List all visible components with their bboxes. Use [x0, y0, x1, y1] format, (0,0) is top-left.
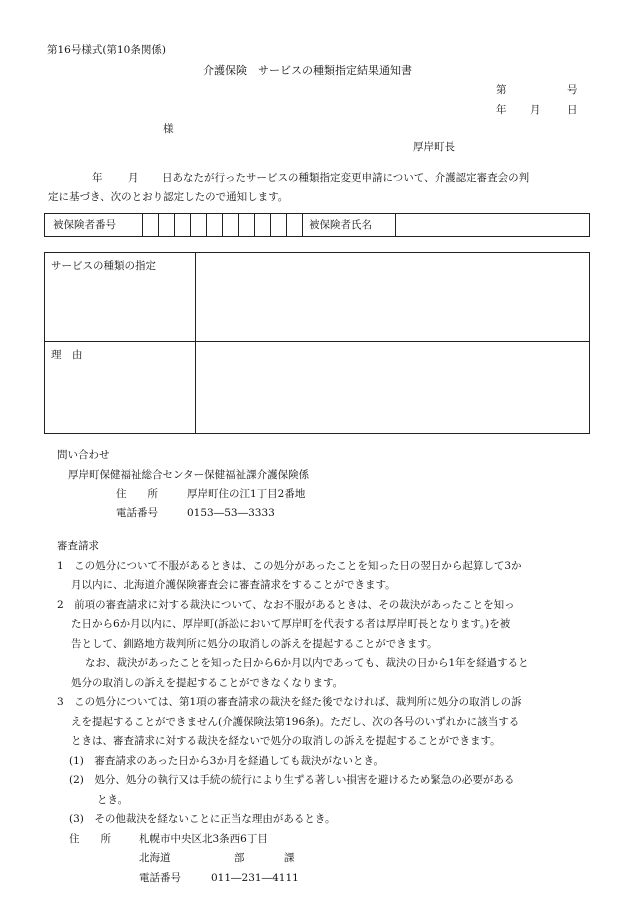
appeal-line: (1) 審査請求のあった日から3か月を経過しても裁決がないとき。 — [69, 755, 385, 767]
appeal-address: 札幌市中央区北3条西6丁目 — [139, 833, 268, 845]
number-label: 第 — [496, 84, 507, 96]
intro-line1: 日あなたが行ったサービスの種類指定変更申請について、介護認定審査会の判 — [162, 172, 530, 184]
insured-number-digit-cell — [191, 214, 207, 237]
service-type-label: サービスの種類の指定 — [45, 253, 196, 342]
insured-number-digit-cell — [143, 214, 159, 237]
inquiry-office: 厚岸町保健福祉総合センター保健福祉課介護保険係 — [68, 469, 310, 481]
reason-cell — [196, 342, 590, 434]
appeal-dept-bu: 部 — [234, 852, 245, 864]
intro-month: 月 — [128, 172, 139, 184]
appeal-line: 2 前項の審査請求に対する裁決について、なお不服があるときは、その裁決があったことを知っ — [57, 599, 515, 611]
insured-number-digit-cell — [271, 214, 287, 237]
page-title: 介護保険 サービスの種類指定結果通知書 — [203, 64, 412, 77]
intro-line2: 定に基づき、次のとおり認定したので通知します。 — [48, 191, 289, 203]
insured-number-digit-cell — [175, 214, 191, 237]
appeal-phone: 011―231―4111 — [211, 872, 299, 884]
intro-year: 年 — [92, 172, 103, 184]
service-type-cell — [196, 253, 590, 342]
appeal-line: とき。 — [97, 794, 129, 806]
appeal-dept-ka: 課 — [284, 852, 295, 864]
appeal-line: (3) その他裁決を経ないことに正当な理由があるとき。 — [69, 813, 336, 825]
insured-table — [44, 213, 590, 237]
date-month: 月 — [530, 104, 541, 116]
insured-number-digit-cell — [239, 214, 255, 237]
insured-name-cell — [396, 214, 590, 237]
appeal-line: (2) 処分、処分の執行又は手続の続行により生ずる著しい損害を避けるため緊急の必要がある — [69, 774, 515, 786]
appeal-line: 処分の取消しの訴えを提起することができなくなります。 — [71, 677, 344, 689]
inquiry-address: 厚岸町住の江1丁目2番地 — [187, 488, 306, 500]
appeal-line: 告として、釧路地方裁判所に処分の取消しの訴えを提起することができます。 — [71, 638, 438, 650]
number-suffix: 号 — [567, 84, 578, 96]
inquiry-address-label: 住 所 — [116, 488, 158, 500]
insured-number-digit-cell — [159, 214, 175, 237]
inquiry-heading: 問い合わせ — [57, 449, 110, 461]
appeal-dept-prefecture: 北海道 — [139, 852, 171, 864]
appeal-line: た日から6か月以内に、厚岸町(訴訟において厚岸町を代表する者は厚岸町長となります。)を被 — [71, 618, 511, 630]
inquiry-phone: 0153―53―3333 — [187, 507, 275, 519]
date-day: 日 — [567, 104, 578, 116]
insured-number-digit-cell — [207, 214, 223, 237]
issuer: 厚岸町長 — [413, 141, 455, 153]
appeal-line: 3 この処分については、第1項の審査請求の裁決を経た後でなければ、裁判所に処分の取消しの訴 — [57, 696, 522, 708]
appeal-phone-label: 電話番号 — [139, 872, 181, 884]
insured-number-digit-cell — [255, 214, 271, 237]
appeal-line: ときは、審査請求に対する裁決を経ないで処分の取消しの訴えを提起することができます。 — [71, 735, 501, 747]
insured-number-label: 被保険者番号 — [45, 214, 143, 237]
insured-name-label: 被保険者氏名 — [303, 214, 396, 237]
form-number: 第16号様式(第10条関係) — [47, 44, 166, 56]
inquiry-phone-label: 電話番号 — [116, 507, 158, 519]
appeal-line: 月以内に、北海道介護保険審査会に審査請求をすることができます。 — [71, 579, 396, 591]
appeal-line: えを提起することができません(介護保険法第196条)。ただし、次の各号のいずれかに該当する — [71, 716, 520, 728]
reason-label: 理 由 — [45, 342, 196, 434]
appeal-line: 1 この処分について不服があるときは、この処分があったことを知った日の翌日から起算して3か — [57, 560, 522, 572]
insured-number-digit-cell — [287, 214, 303, 237]
date-year: 年 — [496, 104, 507, 116]
appeal-heading: 審査請求 — [57, 540, 99, 552]
recipient-suffix: 様 — [163, 123, 174, 135]
service-table — [44, 252, 590, 434]
insured-number-digit-cell — [223, 214, 239, 237]
appeal-line: なお、裁決があったことを知った日から6か月以内であっても、裁決の日から1年を経過すると — [85, 657, 529, 669]
appeal-address-label: 住 所 — [69, 833, 111, 845]
